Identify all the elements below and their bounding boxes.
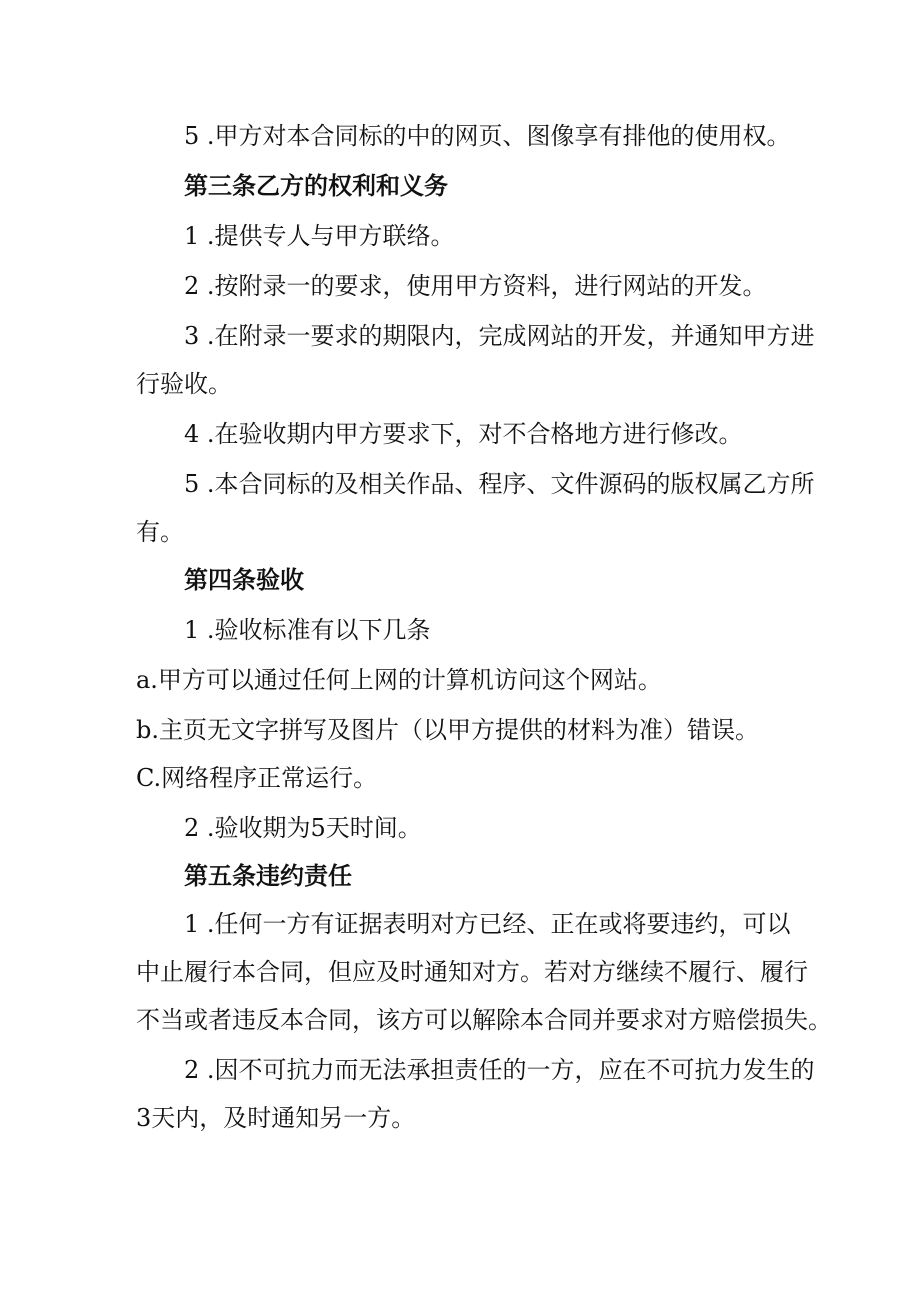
article-3-item-4: 4 .在验收期内甲方要求下，对不合格地方进行修改。 [184,420,743,448]
article-5-item-1-line-1: 1 .任何一方有证据表明对方已经、正在或将要违约，可以 [184,910,791,938]
article-3-item-3-line-1: 3 .在附录一要求的期限内，完成网站的开发，并通知甲方进 [184,322,815,350]
acceptance-criterion-a: a.甲方可以通过任何上网的计算机访问这个网站。 [136,666,662,694]
article-3-heading: 第三条乙方的权利和义务 [184,172,448,200]
article-5-item-1 [136,900,832,1044]
article-3-item-1: 1 .提供专人与甲方联络。 [184,222,455,250]
article-4-item-1: 1 .验收标准有以下几条 [184,616,431,644]
article-4-heading: 第四条验收 [184,566,304,594]
article-3-item-3-line-2: 行验收。 [136,370,232,398]
article-5-item-2-line-2: 3天内，及时通知另一方。 [136,1104,416,1132]
acceptance-criterion-b: b.主页无文字拼写及图片（以甲方提供的材料为准）错误。 [136,716,759,744]
article-4-item-2: 2 .验收期为5天时间。 [184,814,422,842]
clause-2-item-5: 5 .甲方对本合同标的中的网页、图像享有排他的使用权。 [184,122,791,150]
article-5-item-1-line-2: 中止履行本合同，但应及时通知对方。若对方继续不履行、履行 [136,958,808,986]
article-5-item-2-line-1: 2 .因不可抗力而无法承担责任的一方，应在不可抗力发生的 [184,1056,815,1084]
article-5-item-2 [136,1046,815,1142]
article-3-item-3 [136,312,815,408]
acceptance-criterion-c: C.网络程序正常运行。 [136,764,378,792]
article-3-item-2: 2 .按附录一的要求，使用甲方资料，进行网站的开发。 [184,272,767,300]
article-5-heading: 第五条违约责任 [184,862,352,890]
article-3-item-5 [136,460,815,556]
article-3-item-5-line-1: 5 .本合同标的及相关作品、程序、文件源码的版权属乙方所 [184,470,815,498]
article-5-item-1-line-3: 不当或者违反本合同，该方可以解除本合同并要求对方赔偿损失。 [136,1006,832,1034]
article-3-item-5-line-2: 有。 [136,518,184,546]
